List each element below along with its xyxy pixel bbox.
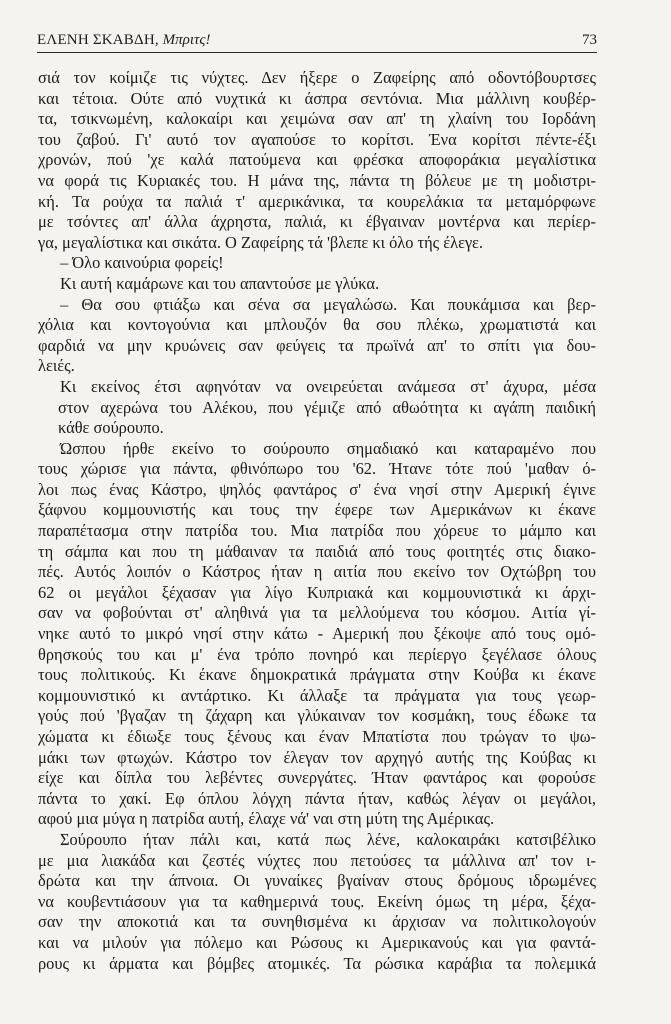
text-line: με τσόντες απ' άλλα άχρηστα, παλιά, κι έβγαιναν μοντέρνα και περίερ- bbox=[38, 212, 596, 232]
text-line: τους πολιτικούς. Κι έκανε δημοκρατικά πράγματα στην Κούβα κι έκανε bbox=[38, 665, 596, 685]
paragraph bbox=[38, 68, 596, 253]
text-line: χώματα κι έδιωξε τους ξένους και έναν Μπατίστα που τρώγαν το ψω- bbox=[38, 727, 596, 746]
header-author: ΕΛΕΝΗ ΣΚΑΒΔΗ, bbox=[37, 32, 159, 48]
text-line: παραπέτασμα στην πατρίδα του. Μια πατρίδα που χόρευε το μάμπο και bbox=[38, 521, 596, 541]
text-line: – Θα σου φτιάξω και σένα σα μεγαλώσω. Και πουκάμισα και βερ- bbox=[60, 294, 596, 314]
paragraph bbox=[38, 253, 596, 274]
text-line: ρους κι άρματα και βόμβες ατομικές. Τα ρώσικα καράβια τα πολεμικά bbox=[38, 953, 596, 973]
paragraph bbox=[38, 830, 596, 974]
text-line: αφού μια μύγα η πατρίδα αυτή, έλαχε νά' ναι στη μύτη της Αμέρικας. bbox=[38, 809, 495, 829]
text-line: 62 οι μεγάλοι ξέχασαν για λίγο Κυπριακά και κομμουνιστικά κι άρχι- bbox=[38, 582, 596, 602]
text-line: ξάφνου κομμουνιστής και τους την έφερε των Αμερικάνων κι έκανε bbox=[38, 500, 596, 520]
running-header bbox=[37, 30, 597, 50]
page-number: 73 bbox=[582, 32, 597, 48]
text-line: λοι πως ένας Κάστρο, ψηλός φαντάρος σ' ένα νησί στην Αμερική έγινε bbox=[38, 479, 596, 499]
text-line: με μια λιακάδα και ζεστές νύχτες που πετούσες τα μάλλινα απ' τον ι- bbox=[38, 850, 596, 870]
text-line: είχε και δίπλα του λεβέντες συνεργάτες. Ήταν φαντάρος και φορούσε bbox=[38, 768, 596, 788]
text-line: τα, τσικνωμένη, καλοκαίρι και χειμώνα σαν απ' τη χλαίνη του Ιορδάνη bbox=[38, 109, 596, 129]
header-book-title: Μπριτς! bbox=[162, 32, 211, 48]
text-line: φαρδιά να μην κρυώνεις σαν φεύγεις τα πρωϊνά απ' το σπίτι για δου- bbox=[38, 335, 596, 355]
text-line: χρονών, πού 'χε καλά πατούμενα και φρέσκα αποφοράκια μεγαλίστικα bbox=[38, 150, 596, 170]
text-line: γα, μεγαλίστικα και σικάτα. Ο Ζαφείρης τά 'βλεπε κι όλο τής έλεγε. bbox=[38, 232, 483, 252]
text-line: Ώσπου ήρθε εκείνο το σούρουπο σημαδιακό και καταραμένο που bbox=[60, 438, 596, 458]
text-line: κομμουνιστικό κι αντάρτικο. Κι άλλαξε τα πράγματα για τους γεωρ- bbox=[38, 685, 596, 705]
text-line: να φορά τις Κυριακές του. Η μάνα της, πάντα τη βόλευε με τη μοδιστρι- bbox=[38, 170, 596, 190]
text-line: κή. Τα ρούχα τα παλιά τ' αμερικάνικα, τα κουρελάκια τα μεταμόρφωνε bbox=[38, 191, 596, 211]
text-line: σαν την αποκοτιά και τα συνηθισμένα κι άρχισαν να πολιτικολογούν bbox=[38, 912, 596, 932]
text-line: – Όλο καινούρια φορείς! bbox=[60, 253, 224, 273]
text-line: Κι αυτή καμάρωνε και του απαντούσε με γλύκα. bbox=[60, 273, 380, 293]
text-line: Σούρουπο ήταν πάλι και, κατά πως λένε, καλοκαιράκι κατσιβέλικο bbox=[60, 829, 596, 849]
text-line: νηκε αυτό το μικρό νησί στην κάτω - Αμερική που ξέκοψε από τους ομό- bbox=[38, 624, 596, 644]
text-line: χόλια και κοντογούνια και μπλουζόν θα σου πλέκω, χρωματιστά και bbox=[38, 315, 596, 335]
text-line: να κουβεντιάσουν για τα καθημερινά τους. Εκείνη όμως τη μέρα, ξέχα- bbox=[38, 891, 596, 911]
text-line: σιά τον κοίμιζε τις νύχτες. Δεν ήξερε ο Ζαφείρης από οδοντόβουρτσες bbox=[38, 68, 596, 87]
text-line: και να μιλούν για πόλεμο και Ρώσους κι Αμερικανούς και για φαντά- bbox=[38, 932, 596, 952]
text-line: κάθε σούρουπο. bbox=[58, 418, 164, 438]
text-line: γούς πού 'βγαζαν τη ζάχαρη και γλύκαιναν τον κοσμάκη, τους έδωκε τα bbox=[38, 706, 596, 726]
paragraph bbox=[38, 377, 596, 439]
text-line: λειές. bbox=[38, 356, 75, 376]
text-line: στον αχερώνα του Αλέκου, που γέμιζε από αθωότητα κι αγάπη παιδική bbox=[58, 397, 596, 417]
text-line: δρώτα και την άπνοια. Οι γυναίκες βγαίναν στους δρόμους ιδρωμένες bbox=[38, 871, 596, 891]
text-line: μάκι των φτωχών. Κάστρο τον έλεγαν τον αρχηγό αυτής της Κούβας κι bbox=[38, 747, 596, 767]
header-rule bbox=[37, 52, 597, 53]
text-line: και τέτοια. Ούτε από νυχτικά κι άσπρα σεντόνια. Μια μάλλινη κουβέρ- bbox=[38, 88, 596, 108]
text-line: σαν να φοβούνται στ' αληθινά για τα μελλούμενα του κόσμου. Αιτία γί- bbox=[38, 603, 596, 623]
paragraph bbox=[38, 274, 596, 295]
text-line: θρησκούς του και μ' ένα τρόπο πονηρό και περίεργο ξεγέλασε όλους bbox=[38, 644, 596, 664]
text-line: πάντα το χακί. Εφ όπλου λόγχη πάντα ήταν, καθώς λέγαν οι μεγάλοι, bbox=[38, 788, 596, 808]
text-line: πές. Αυτός λοιπόν ο Κάστρος ήταν η αιτία που εκείνο τον Οχτώβρη του bbox=[38, 562, 596, 582]
paragraph bbox=[38, 439, 596, 830]
text-line: τους χώρισε για πάντα, φθινόπωρο του '62. Ήτανε τότε πού 'μαθαν ό- bbox=[38, 459, 596, 479]
paragraph bbox=[38, 295, 596, 377]
body-text bbox=[38, 68, 596, 974]
text-line: του ζαβού. Γι' αυτό τον αγαπούσε το κορίτσι. Ένα κορίτσι πέντε-έξι bbox=[38, 129, 596, 149]
text-line: Κι εκείνος έτσι αφηνόταν να ονειρεύεται ανάμεσα στ' άχυρα, μέσα bbox=[60, 376, 596, 396]
text-line: τη σάμπα και που τη μάθαιναν τα παιδιά από τους φοιτητές στις διακο- bbox=[38, 541, 596, 561]
